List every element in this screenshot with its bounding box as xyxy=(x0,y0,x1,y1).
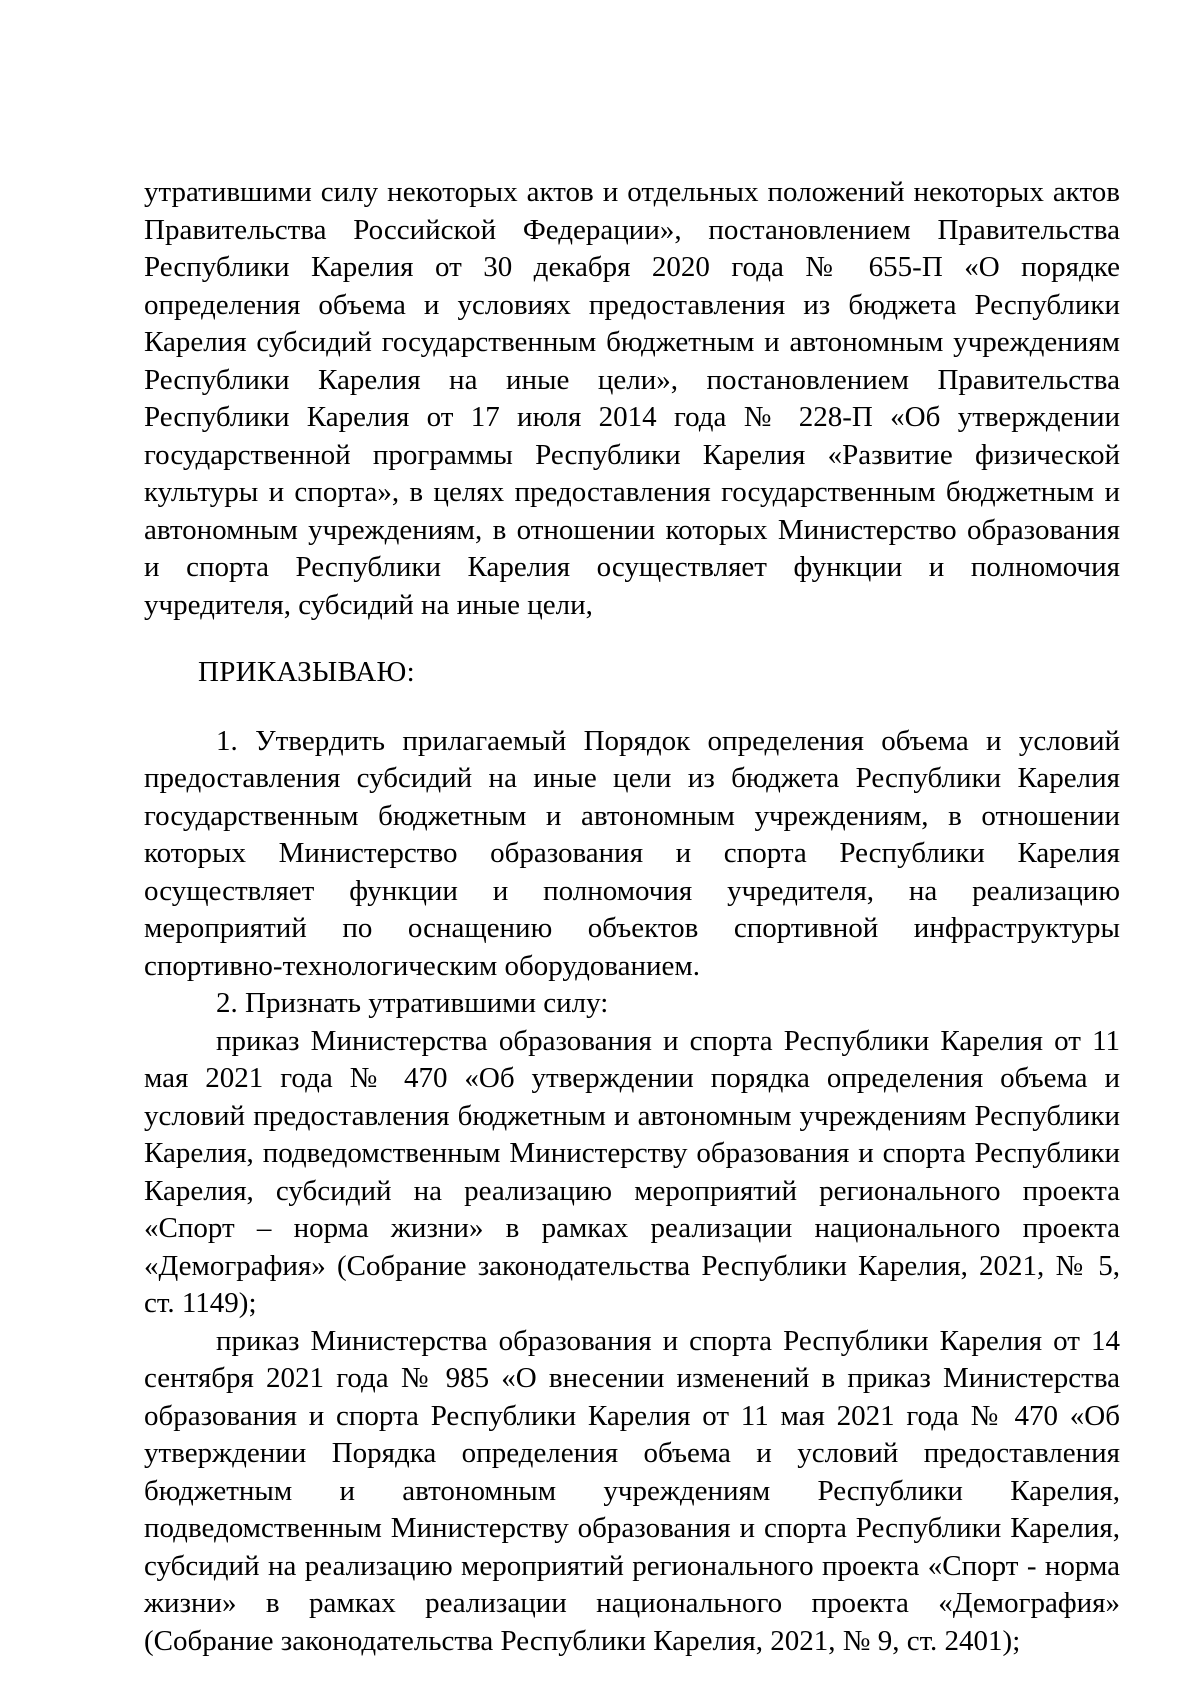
repeal-1-paragraph: приказ Министерства образования и спорта Республики Карелия от 11 мая 2021 года № 470 «Об утверждении порядка определения объема и условий предоставления бюджетным и автономным учреждениям Республики Карелия, подведомственным Министерству образования и спорта Республики Карелия, субсидий на реализацию мероприятий регионального проекта «Спорт – норма жизни» в рамках реализации национального проекта «Демография» (Собрание законодательства Республики Карелия, 2021, № 5, ст. 1149); xyxy=(144,1024,1120,1319)
order-heading: ПРИКАЗЫВАЮ: xyxy=(198,656,416,688)
item-2-paragraph: 2. Признать утратившими силу: xyxy=(216,987,609,1019)
document-body xyxy=(144,174,1120,1660)
intro-paragraph: утратившими силу некоторых актов и отдельных положений некоторых актов Правительства Российской Федерации», постановлением Правительства Республики Карелия от 30 декабря 2020 года № 655-П «О порядке определения объема и условиях предоставления из бюджета Республики Карелия субсидий государственным бюджетным и автономным учреждениям Республики Карелия на иные цели», постановлением Правительства Республики Карелия от 17 июля 2014 года № 228-П «Об утверждении государственной программы Республики Карелия «Развитие физической культуры и спорта», в целях предоставления государственным бюджетным и автономным учреждениям, в отношении которых Министерство образования и спорта Республики Карелия осуществляет функции и полномочия учредителя, субсидий на иные цели, xyxy=(144,176,1120,621)
item-1-paragraph: 1. Утвердить прилагаемый Порядок определения объема и условий предоставления субсидий на иные цели из бюджета Республики Карелия государственным бюджетным и автономным учреждениям, в отношении которых Министерство образования и спорта Республики Карелия осуществляет функции и полномочия учредителя, на реализацию мероприятий по оснащению объектов спортивной инфраструктуры спортивно-технологическим оборудованием. xyxy=(144,724,1120,982)
repeal-2-paragraph: приказ Министерства образования и спорта Республики Карелия от 14 сентября 2021 года № 985 «О внесении изменений в приказ Министерства образования и спорта Республики Карелия от 11 мая 2021 года № 470 «Об утверждении Порядка определения объема и условий предоставления бюджетным и автономным учреждениям Республики Карелия, подведомственным Министерству образования и спорта Республики Карелия, субсидий на реализацию мероприятий регионального проекта «Спорт - норма жизни» в рамках реализации национального проекта «Демография» (Собрание законодательства Республики Карелия, 2021, № 9, ст. 2401); xyxy=(144,1324,1120,1657)
